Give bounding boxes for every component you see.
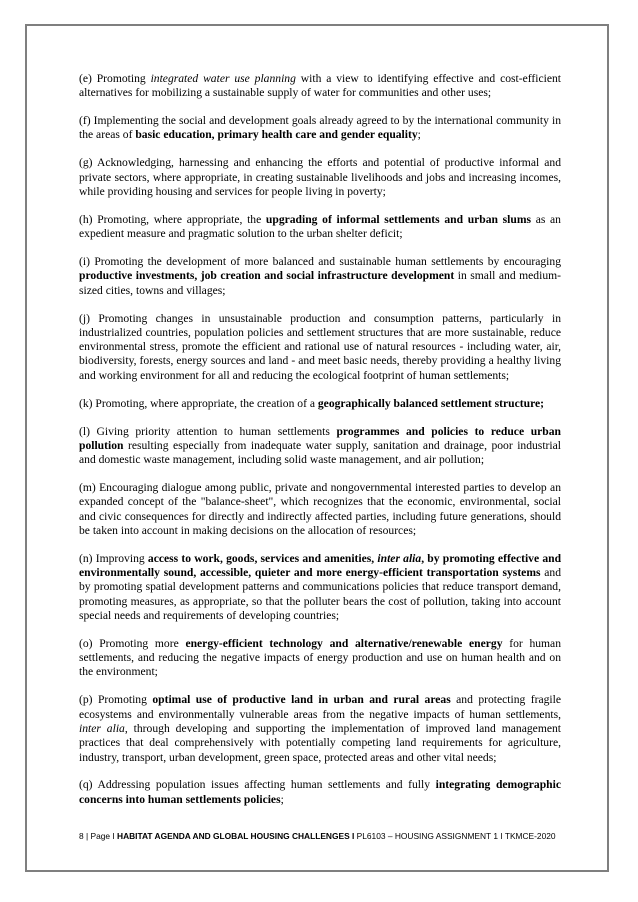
emphasis-bold: optimal use of productive land in urban and rural areas <box>152 693 451 707</box>
text-run: ; <box>280 792 284 806</box>
paragraph-q <box>79 778 561 807</box>
text-run: (h) Promoting, where appropriate, the <box>79 212 266 226</box>
text-run: (i) Promoting the development of more balanced and sustainable human settlements by encouraging <box>79 255 561 269</box>
text-run: ; <box>417 128 421 142</box>
paragraph-m <box>79 481 561 538</box>
emphasis-bold: integrating demographic concerns into human settlements policies <box>79 778 561 806</box>
emphasis-bold: access to work, goods, services and amenities, <box>147 551 378 565</box>
text-run: in small and medium-sized cities, towns and villages; <box>79 269 561 297</box>
text-run: (m) Encouraging dialogue among public, private and nongovernmental interested parties to develop an expanded concept of the "balance-sheet", which recognizes that the economic, environmental, social and civic consequences for directly and indirectly affected parties, including future generations, should be taken into account in making decisions on the allocation of resources; <box>79 480 561 537</box>
text-run: (n) Improving <box>79 551 148 565</box>
paragraph-e <box>79 72 561 101</box>
document-body <box>79 72 561 821</box>
emphasis-bold: upgrading of informal settlements and urban slums <box>265 212 532 226</box>
paragraph-l <box>79 425 561 468</box>
emphasis-bold: programmes and policies to reduce urban pollution <box>79 424 561 452</box>
emphasis-bold: productive investments, job creation and social infrastructure development <box>79 269 455 283</box>
paragraph-o <box>79 637 561 680</box>
text-run: (q) Addressing population issues affecting human settlements and fully <box>79 778 436 792</box>
page-footer <box>79 831 561 841</box>
footer-course-info: PL6103 – HOUSING ASSIGNMENT 1 I TKMCE-2020 <box>356 831 556 841</box>
text-run: (k) Promoting, where appropriate, the creation of a <box>79 396 318 410</box>
emphasis-bold: inter alia <box>377 551 422 565</box>
paragraph-g <box>79 156 561 199</box>
text-run: and protecting fragile ecosystems and environmentally vulnerable areas from the negative impacts of human settlements, <box>79 693 561 721</box>
text-run: resulting especially from inadequate water supply, sanitation and drainage, poor industrial and domestic waste management, including solid waste management, and air pollution; <box>79 438 561 467</box>
text-run: with a view to identifying effective and cost-efficient alternatives for mobilizing a sustainable supply of water for communities and other uses; <box>79 72 562 100</box>
text-run: as an expedient measure and pragmatic solution to the urban shelter deficit; <box>79 212 561 241</box>
emphasis-bold: , by promoting effective and environmentally sound, accessible, quieter and more energy-efficient transportation systems <box>79 551 562 580</box>
text-run: (j) Promoting changes in unsustainable production and consumption patterns, particularly in industrialized countries, population policies and settlement structures that are more sustainable, reduce environmental stress, promote the efficient and rational use of natural resources - including water, air, biodiversity, forests, energy sources and land - and meet basic needs, thereby providing a healthy living and working environment for all and reducing the ecological footprint of human settlements; <box>79 311 561 382</box>
emphasis-bold: basic education, primary health care and gender equality <box>135 128 418 142</box>
paragraph-k <box>79 397 561 411</box>
paragraph-j <box>79 312 561 383</box>
paragraph-h <box>79 213 561 242</box>
paragraph-f <box>79 114 561 143</box>
footer-document-title: HABITAT AGENDA AND GLOBAL HOUSING CHALLENGES I <box>117 831 357 841</box>
text-run: (g) Acknowledging, harnessing and enhancing the efforts and potential of productive informal and private sectors, where appropriate, in creating sustainable livelihoods and jobs and increasing incomes, while providing housing and services for people living in poverty; <box>79 156 561 198</box>
text-run: , through developing and supporting the implementation of improved land management practices that deal comprehensively with potentially competing land requirements for agriculture, industry, transport, urban development, green space, protected areas and other vital needs; <box>79 721 562 764</box>
paragraph-p <box>79 693 561 764</box>
text-run: (p) Promoting <box>79 693 153 707</box>
text-run: (o) Promoting more <box>79 636 186 650</box>
emphasis-italic: inter alia <box>79 721 125 735</box>
emphasis-bold: geographically balanced settlement structure; <box>317 396 545 410</box>
emphasis-bold: energy-efficient technology and alternative/renewable energy <box>185 636 503 650</box>
paragraph-i <box>79 255 561 298</box>
text-run: and by promoting spatial development patterns and communications policies that reduce transport demand, promoting measures, as appropriate, so that the polluter bears the cost of pollution, taking into account special needs and requirements of developing countries; <box>79 566 561 622</box>
text-run: (e) Promoting <box>79 72 151 85</box>
text-run: (l) Giving priority attention to human settlements <box>79 424 337 438</box>
paragraph-n <box>79 552 561 623</box>
footer-page-number: 8 | Page I <box>79 831 118 841</box>
emphasis-italic: integrated water use planning <box>150 72 296 85</box>
text-run: for human settlements, and reducing the negative impacts of energy production and use on human health and on the environment; <box>79 636 561 679</box>
text-run: (f) Implementing the social and development goals already agreed to by the international community in the areas of <box>79 114 561 142</box>
